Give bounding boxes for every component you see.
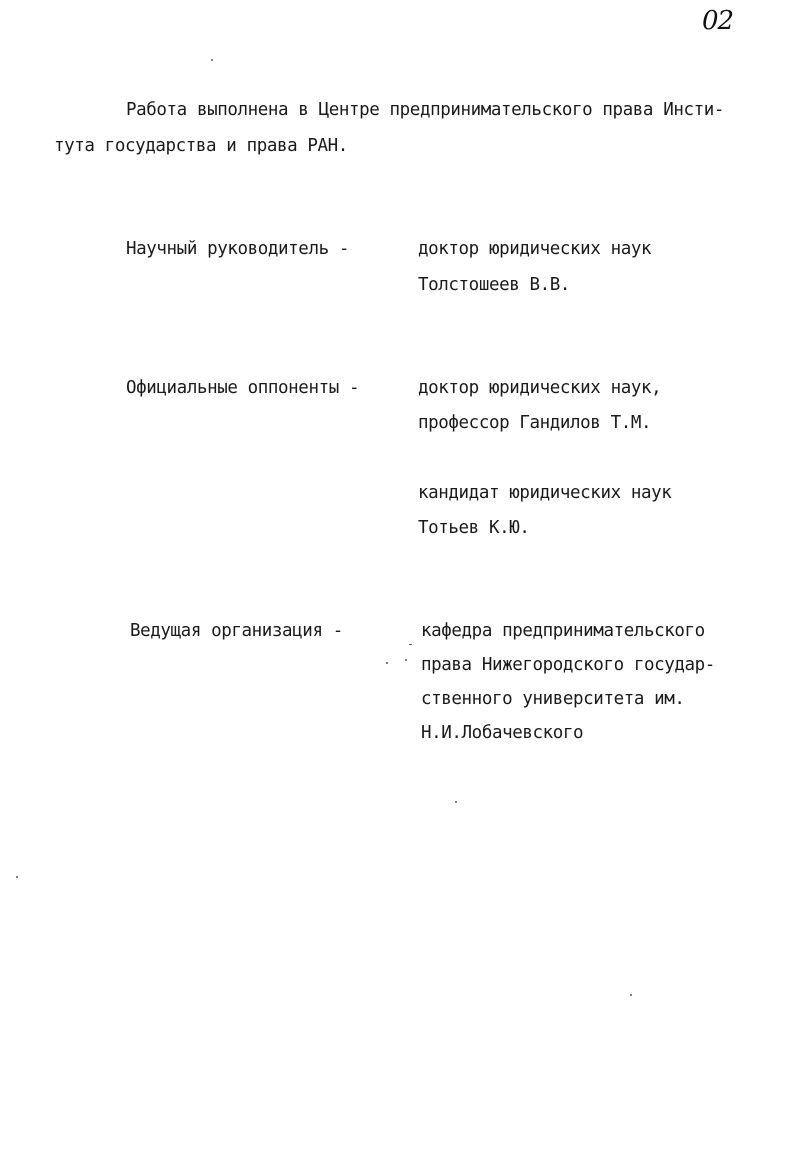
opponents-label: Официальные оппоненты - (126, 378, 360, 398)
scan-speck (16, 876, 18, 878)
supervisor-name: Толстошеев В.В. (418, 275, 571, 295)
intro-line-2: тута государства и права РАН. (54, 136, 348, 156)
leading-org-line-2: права Нижегородского государ- (421, 655, 715, 675)
scan-speck (630, 994, 632, 996)
leading-org-line-1: кафедра предпринимательского (421, 621, 705, 641)
scan-speck (405, 659, 407, 661)
opponent-2-name: Тотьев К.Ю. (418, 518, 530, 538)
scan-speck (455, 801, 457, 803)
scan-speck (386, 662, 388, 664)
opponent-2-degree: кандидат юридических наук (418, 483, 672, 503)
intro-line-1: Работа выполнена в Центре предпринимательского права Инсти- (126, 100, 725, 120)
leading-org-line-3: ственного университета им. (421, 689, 685, 709)
opponent-1-name: профессор Гандилов Т.М. (418, 413, 652, 433)
leading-org-label: Ведущая организация - (130, 621, 343, 641)
supervisor-label: Научный руководитель - (126, 239, 349, 259)
leading-org-line-4: Н.И.Лобачевского (421, 723, 584, 743)
supervisor-degree: доктор юридических наук (418, 239, 652, 259)
page-number: 02 (702, 6, 734, 36)
opponent-1-degree: доктор юридических наук, (418, 378, 662, 398)
scan-speck (211, 59, 213, 61)
scan-speck (409, 644, 412, 645)
